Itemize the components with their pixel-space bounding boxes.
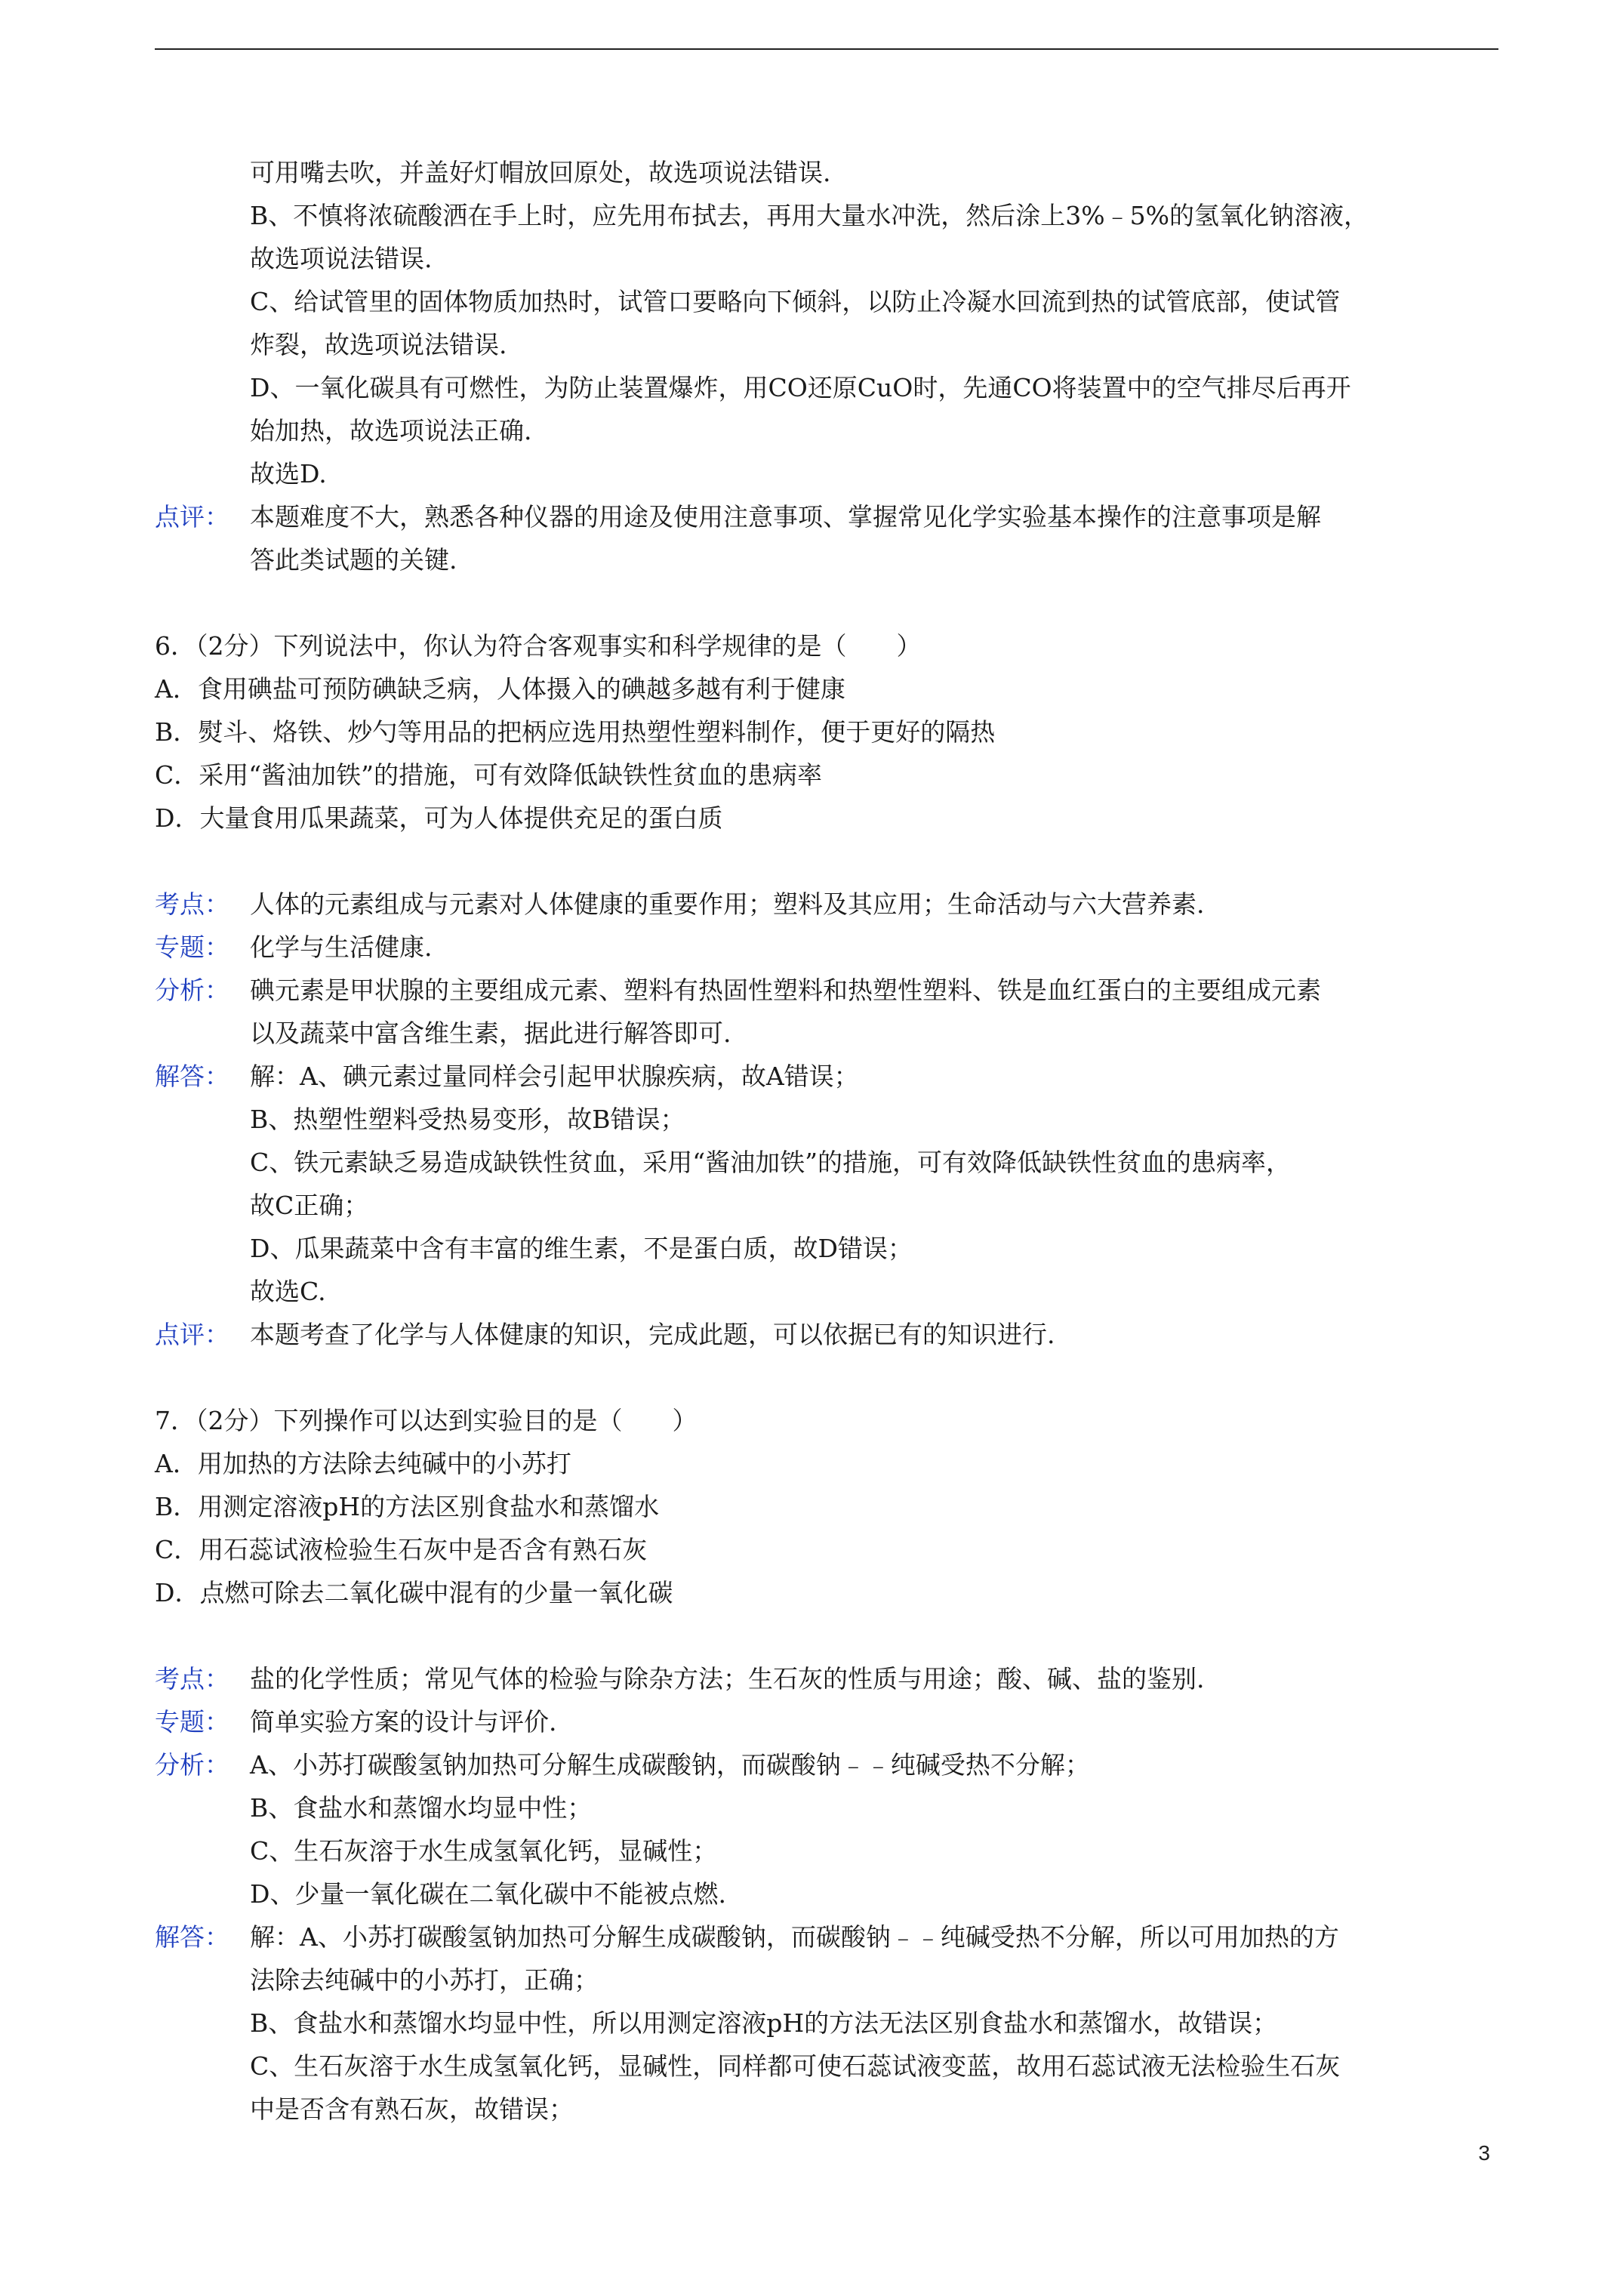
jieda-line: 法除去纯碱中的小苏打，正确； (250, 1965, 599, 1995)
question-stem: 6．（2分）下列说法中，你认为符合客观事实和科学规律的是（ ） (155, 631, 922, 661)
dianping-section (155, 1313, 1502, 1356)
comment-section (155, 495, 1502, 581)
jieda-label: 解答： (155, 1062, 229, 1091)
zhuanti-label: 专题： (155, 932, 229, 962)
jieda-section (155, 1915, 1502, 2131)
jieda-line: 中是否含有熟石灰，故错误； (250, 2094, 574, 2124)
fenxi-line: D、少量一氧化碳在二氧化碳中不能被点燃. (250, 1879, 726, 1909)
question-6-analysis (155, 883, 1502, 1356)
fenxi-section (155, 969, 1502, 1055)
option-c: C．采用“酱油加铁”的措施，可有效降低缺铁性贫血的患病率 (155, 760, 822, 790)
option-a: A．用加热的方法除去纯碱中的小苏打 (155, 1449, 571, 1478)
jieda-line: B、热塑性塑料受热易变形，故B错误； (250, 1105, 685, 1134)
previous-answer-continuation (155, 151, 1502, 495)
fenxi-line: C、生石灰溶于水生成氢氧化钙，显碱性； (250, 1836, 718, 1866)
fenxi-line: 碘元素是甲状腺的主要组成元素、塑料有热固性塑料和热塑性塑料、铁是血红蛋白的主要组成元素 (250, 975, 1321, 1005)
fenxi-label: 分析： (155, 1750, 229, 1780)
jieda-section (155, 1055, 1502, 1313)
answer-line: 故选D. (250, 459, 327, 488)
question-7-analysis (155, 1657, 1502, 2131)
option-c: C．用石蕊试液检验生石灰中是否含有熟石灰 (155, 1535, 648, 1564)
option-d: D．点燃可除去二氧化碳中混有的少量一氧化碳 (155, 1578, 673, 1607)
answer-line: C、给试管里的固体物质加热时，试管口要略向下倾斜，以防止冷凝水回流到热的试管底部，使试管 (250, 287, 1341, 316)
answer-line: D、一氧化碳具有可燃性，为防止装置爆炸，用CO还原CuO时，先通CO将装置中的空气排尽后再开 (250, 373, 1351, 402)
document-page (155, 151, 1502, 2131)
kaodian-section (155, 883, 1502, 926)
page-number: 3 (1478, 2141, 1490, 2165)
header-rule (155, 48, 1498, 50)
kaodian-label: 考点： (155, 889, 229, 919)
jieda-line: C、铁元素缺乏易造成缺铁性贫血，采用“酱油加铁”的措施，可有效降低缺铁性贫血的患病率， (250, 1148, 1291, 1177)
jieda-line: C、生石灰溶于水生成氢氧化钙，显碱性，同样都可使石蕊试液变蓝，故用石蕊试液无法检验生石灰 (250, 2051, 1341, 2081)
fenxi-section (155, 1743, 1502, 1915)
option-b: B．熨斗、烙铁、炒勺等用品的把柄应选用热塑性塑料制作，便于更好的隔热 (155, 717, 996, 747)
question-7 (155, 1399, 1502, 1614)
comment-line: 答此类试题的关键. (250, 545, 457, 575)
jieda-line: 故选C. (250, 1277, 326, 1306)
jieda-label: 解答： (155, 1922, 229, 1952)
fenxi-line: B、食盐水和蒸馏水均显中性； (250, 1793, 593, 1823)
dianping-text: 本题考查了化学与人体健康的知识，完成此题，可以依据已有的知识进行. (250, 1320, 1055, 1349)
question-stem: 7．（2分）下列操作可以达到实验目的是（ ） (155, 1406, 698, 1435)
answer-line: B、不慎将浓硫酸洒在手上时，应先用布拭去，再用大量水冲洗，然后涂上3%﹣5%的氢氧化钠溶液， (250, 201, 1369, 230)
comment-label: 点评： (155, 502, 229, 532)
answer-line: 始加热，故选项说法正确. (250, 416, 532, 445)
answer-line: 可用嘴去吹，并盖好灯帽放回原处，故选项说法错误. (250, 158, 831, 187)
option-a: A．食用碘盐可预防碘缺乏病，人体摄入的碘越多越有利于健康 (155, 674, 845, 704)
dianping-label: 点评： (155, 1320, 229, 1349)
question-6 (155, 624, 1502, 840)
jieda-line: D、瓜果蔬菜中含有丰富的维生素，不是蛋白质，故D错误； (250, 1234, 913, 1263)
zhuanti-section (155, 1700, 1502, 1743)
option-d: D．大量食用瓜果蔬菜，可为人体提供充足的蛋白质 (155, 803, 723, 833)
jieda-line: 故C正确； (250, 1191, 369, 1220)
fenxi-line: A、小苏打碳酸氢钠加热可分解生成碳酸钠，而碳酸钠﹣﹣纯碱受热不分解； (250, 1750, 1090, 1780)
jieda-line: B、食盐水和蒸馏水均显中性，所以用测定溶液pH的方法无法区别食盐水和蒸馏水，故错误； (250, 2008, 1278, 2038)
zhuanti-label: 专题： (155, 1707, 229, 1737)
zhuanti-section (155, 926, 1502, 969)
fenxi-label: 分析： (155, 975, 229, 1005)
answer-line: 炸裂，故选项说法错误. (250, 330, 507, 359)
jieda-line: 解：A、小苏打碳酸氢钠加热可分解生成碳酸钠，而碳酸钠﹣﹣纯碱受热不分解，所以可用加热的方 (250, 1922, 1339, 1952)
option-b: B．用测定溶液pH的方法区别食盐水和蒸馏水 (155, 1492, 660, 1521)
kaodian-section (155, 1657, 1502, 1700)
zhuanti-text: 简单实验方案的设计与评价. (250, 1707, 557, 1737)
fenxi-line: 以及蔬菜中富含维生素，据此进行解答即可. (250, 1019, 731, 1048)
answer-line: 故选项说法错误. (250, 244, 433, 273)
kaodian-label: 考点： (155, 1664, 229, 1693)
kaodian-text: 人体的元素组成与元素对人体健康的重要作用；塑料及其应用；生命活动与六大营养素. (250, 889, 1205, 919)
zhuanti-text: 化学与生活健康. (250, 932, 433, 962)
kaodian-text: 盐的化学性质；常见气体的检验与除杂方法；生石灰的性质与用途；酸、碱、盐的鉴别. (250, 1664, 1205, 1693)
jieda-line: 解：A、碘元素过量同样会引起甲状腺疾病，故A错误； (250, 1062, 859, 1091)
comment-line: 本题难度不大，熟悉各种仪器的用途及使用注意事项、掌握常见化学实验基本操作的注意事项是解 (250, 502, 1321, 532)
